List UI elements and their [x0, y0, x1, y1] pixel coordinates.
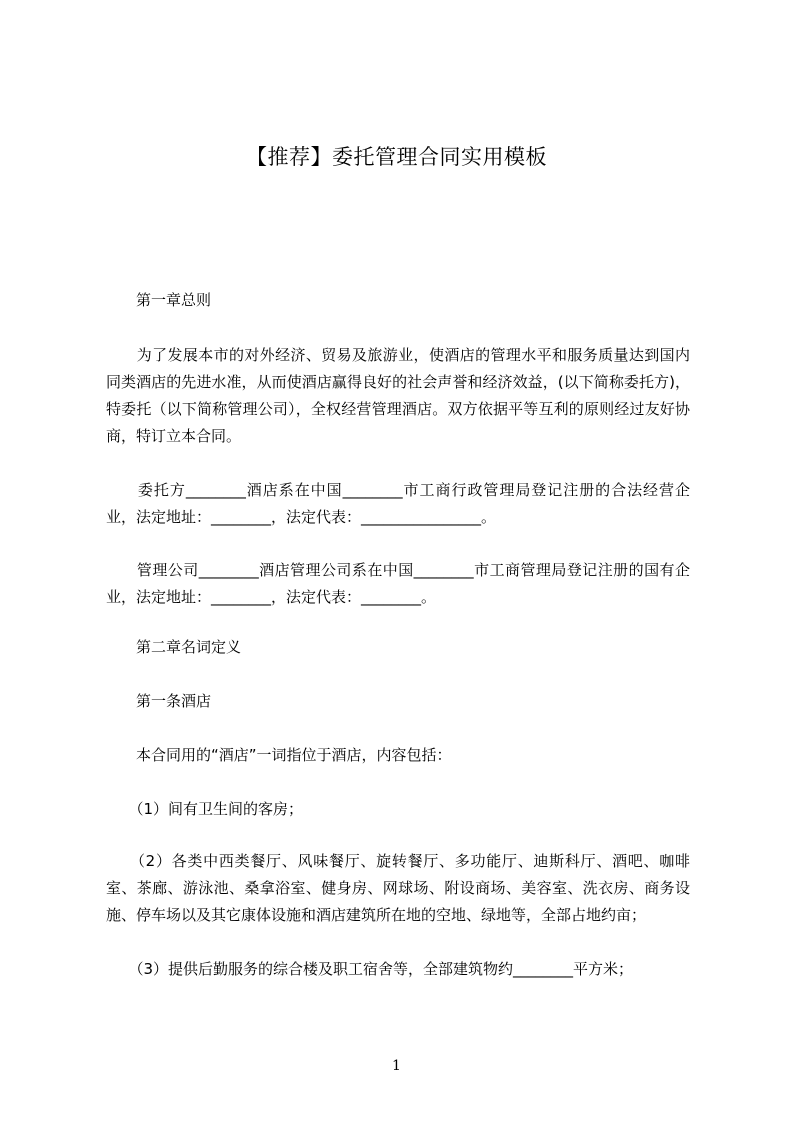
list-item-support-buildings: （3）提供后勤服务的综合楼及职工宿舍等，全部建筑物约________平方米；	[106, 960, 634, 978]
list-item-facilities: （2）各类中西类餐厅、风味餐厅、旋转餐厅、多功能厅、迪斯科厅、酒吧、咖啡室、茶廊、游泳池、桑拿浴室、健身房、网球场、附设商场、美容室、洗衣房、商务设施、停车场以及其它康体设施和酒店建筑所在地的空地、绿地等，全部占地约亩；	[106, 852, 690, 924]
client-party-paragraph: 委托方________酒店系在中国________市工商行政管理局登记注册的合法经营企业，法定地址：________，法定代表：________________。	[106, 481, 690, 526]
article-heading-hotel: 第一条酒店	[106, 692, 212, 710]
chapter-heading-general: 第一章总则	[106, 291, 212, 309]
hotel-definition-intro: 本合同用的“酒店”一词指位于酒店，内容包括：	[106, 746, 452, 764]
document-title: 【推荐】委托管理合同实用模板	[246, 145, 547, 169]
preamble-paragraph: 为了发展本市的对外经济、贸易及旅游业，使酒店的管理水平和服务质量达到国内同类酒店的先进水准，从而使酒店赢得良好的社会声誉和经济效益，(以下简称委托方)，特委托（以下简称管理公司），全权经营管理酒店。双方依据平等互利的原则经过友好协商，特订立本合同。	[106, 346, 690, 445]
list-item-guest-rooms: （1）间有卫生间的客房；	[106, 800, 304, 818]
page-number: 1	[392, 1058, 401, 1074]
management-party-paragraph: 管理公司________酒店管理公司系在中国________市工商管理局登记注册的国有企业，法定地址：________，法定代表：________。	[106, 561, 690, 606]
chapter-heading-definitions: 第二章名词定义	[106, 638, 242, 656]
